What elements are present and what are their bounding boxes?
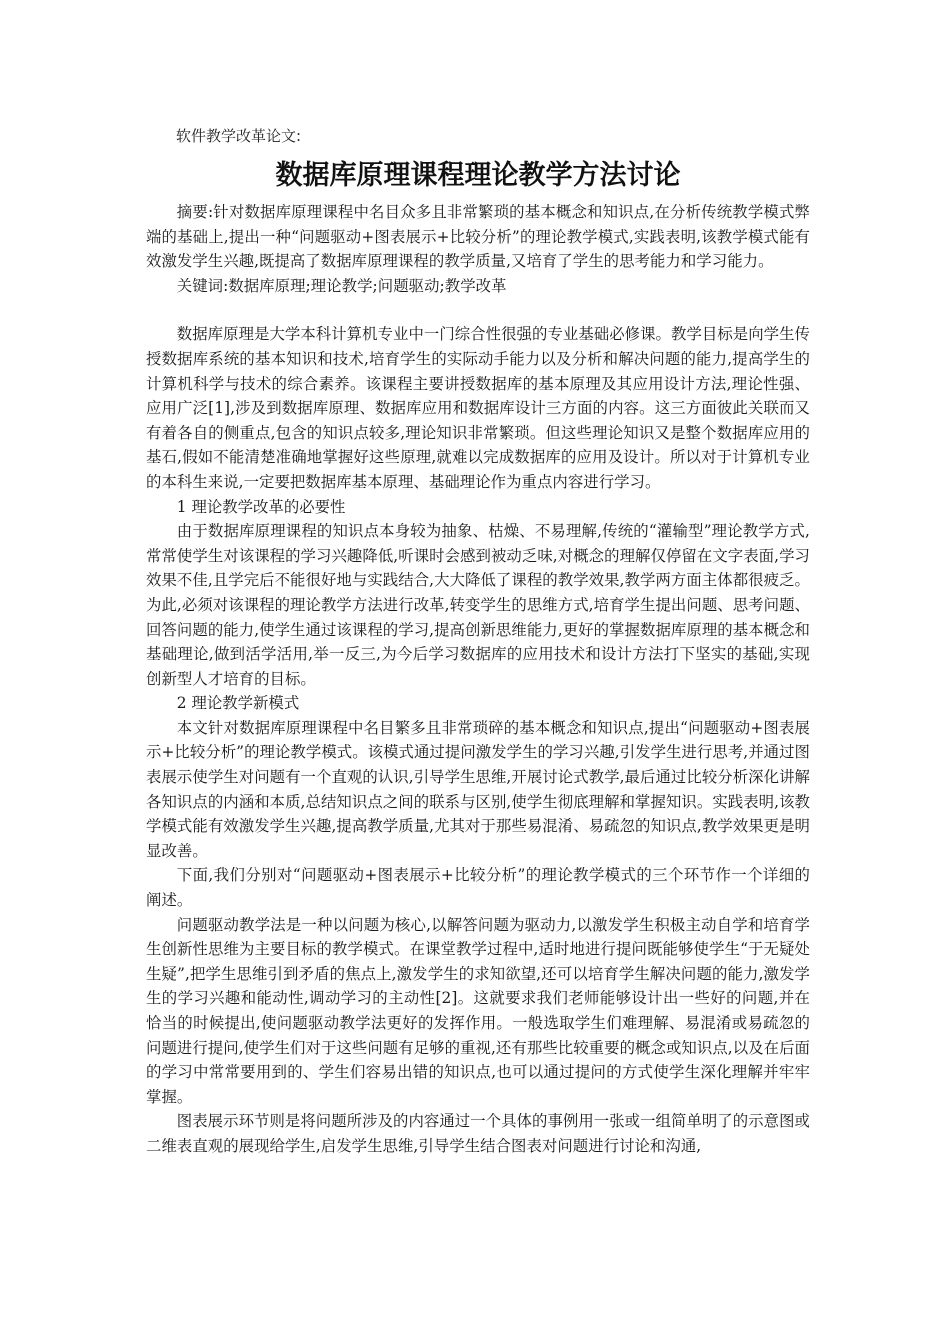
section-2-heading: 2 理论教学新模式 [176, 694, 300, 713]
abstract-paragraph: 摘要:针对数据库原理课程中名目众多且非常繁琐的基本概念和知识点,在分析传统教学模式弊端的基础上,提出一种“问题驱动+图表展示+比较分析”的理论教学模式,实践表明,该教学模式能有效激发学生兴趣,既提高了数据库原理课程的教学质量,又培育了学生的思考能力和学习能力。 [146, 203, 810, 271]
section-2-paragraph-2: 下面,我们分别对“问题驱动+图表展示+比较分析”的理论教学模式的三个环节作一个详细的阐述。 [146, 866, 810, 910]
keywords-line: 关键词:数据库原理;理论教学;问题驱动;教学改革 [176, 276, 507, 295]
document-category-label: 软件教学改革论文: [176, 127, 302, 145]
paragraph-spacer [146, 298, 810, 322]
document-title: 数据库原理课程理论教学方法讨论 [275, 160, 681, 191]
section-2-paragraph-1: 本文针对数据库原理课程中名目繁多且非常琐碎的基本概念和知识点,提出“问题驱动+图表展示+比较分析”的理论教学模式。该模式通过提问激发学生的学习兴趣,引发学生进行思考,并通过图表展示使学生对问题有一个直观的认识,引导学生思维,开展讨论式教学,最后通过比较分析深化讲解各知识点的内涵和本质,总结知识点之间的联系与区别,使学生彻底理解和掌握知识。实践表明,该教学模式能有效激发学生兴趣,提高教学质量,尤其对于那些易混淆、易疏忽的知识点,教学效果更是明显改善。 [146, 718, 810, 860]
section-1-paragraph: 由于数据库原理课程的知识点本身较为抽象、枯燥、不易理解,传统的“灌输型”理论教学方式,常常使学生对该课程的学习兴趣降低,听课时会感到被动乏味,对概念的理解仅停留在文字表面,学习效果不佳,且学完后不能很好地与实践结合,大大降低了课程的教学效果,教学两方面主体都很疲乏。为此,必须对该课程的理论教学方法进行改革,转变学生的思维方式,培育学生提出问题、思考问题、回答问题的能力,使学生通过该课程的学习,提高创新思维能力,更好的掌握数据库原理的基本概念和基础理论,做到活学活用,举一反三,为今后学习数据库的应用技术和设计方法打下坚实的基础,实现创新型人才培育的目标。 [146, 522, 810, 688]
intro-paragraph: 数据库原理是大学本科计算机专业中一门综合性很强的专业基础必修课。教学目标是向学生传授数据库系统的基本知识和技术,培育学生的实际动手能力以及分析和解决问题的能力,提高学生的计算机科学与技术的综合素养。该课程主要讲授数据库的基本原理及其应用设计方法,理论性强、应用广泛[1],涉及到数据库原理、数据库应用和数据库设计三方面的内容。这三方面彼此关联而又有着各自的侧重点,包含的知识点较多,理论知识非常繁琐。但这些理论知识又是整个数据库应用的基石,假如不能清楚准确地掌握好这些原理,就难以完成数据库的应用及设计。所以对于计算机专业的本科生来说,一定要把数据库基本原理、基础理论作为重点内容进行学习。 [146, 325, 810, 491]
section-1-heading: 1 理论教学改革的必要性 [176, 497, 346, 516]
section-2-paragraph-4: 图表展示环节则是将问题所涉及的内容通过一个具体的事例用一张或一组简单明了的示意图或二维表直观的展现给学生,启发学生思维,引导学生结合图表对问题进行讨论和沟通, [146, 1112, 810, 1155]
document-page [146, 124, 810, 1159]
section-2-paragraph-3: 问题驱动教学法是一种以问题为核心,以解答问题为驱动力,以激发学生积极主动自学和培育学生创新性思维为主要目标的教学模式。在课堂教学过程中,适时地进行提问既能够使学生“于无疑处生疑”,把学生思维引到矛盾的焦点上,激发学生的求知欲望,还可以培育学生解决问题的能力,激发学生的学习兴趣和能动性,调动学习的主动性[2]。这就要求我们老师能够设计出一些好的问题,并在恰当的时候提出,使问题驱动教学法更好的发挥作用。一般选取学生们难理解、易混淆或易疏忽的问题进行提问,使学生们对于这些问题有足够的重视,还有那些比较重要的概念或知识点,以及在后面的学习中常常要用到的、学生们容易出错的知识点,也可以通过提问的方式使学生深化理解并牢牢掌握。 [146, 915, 810, 1106]
